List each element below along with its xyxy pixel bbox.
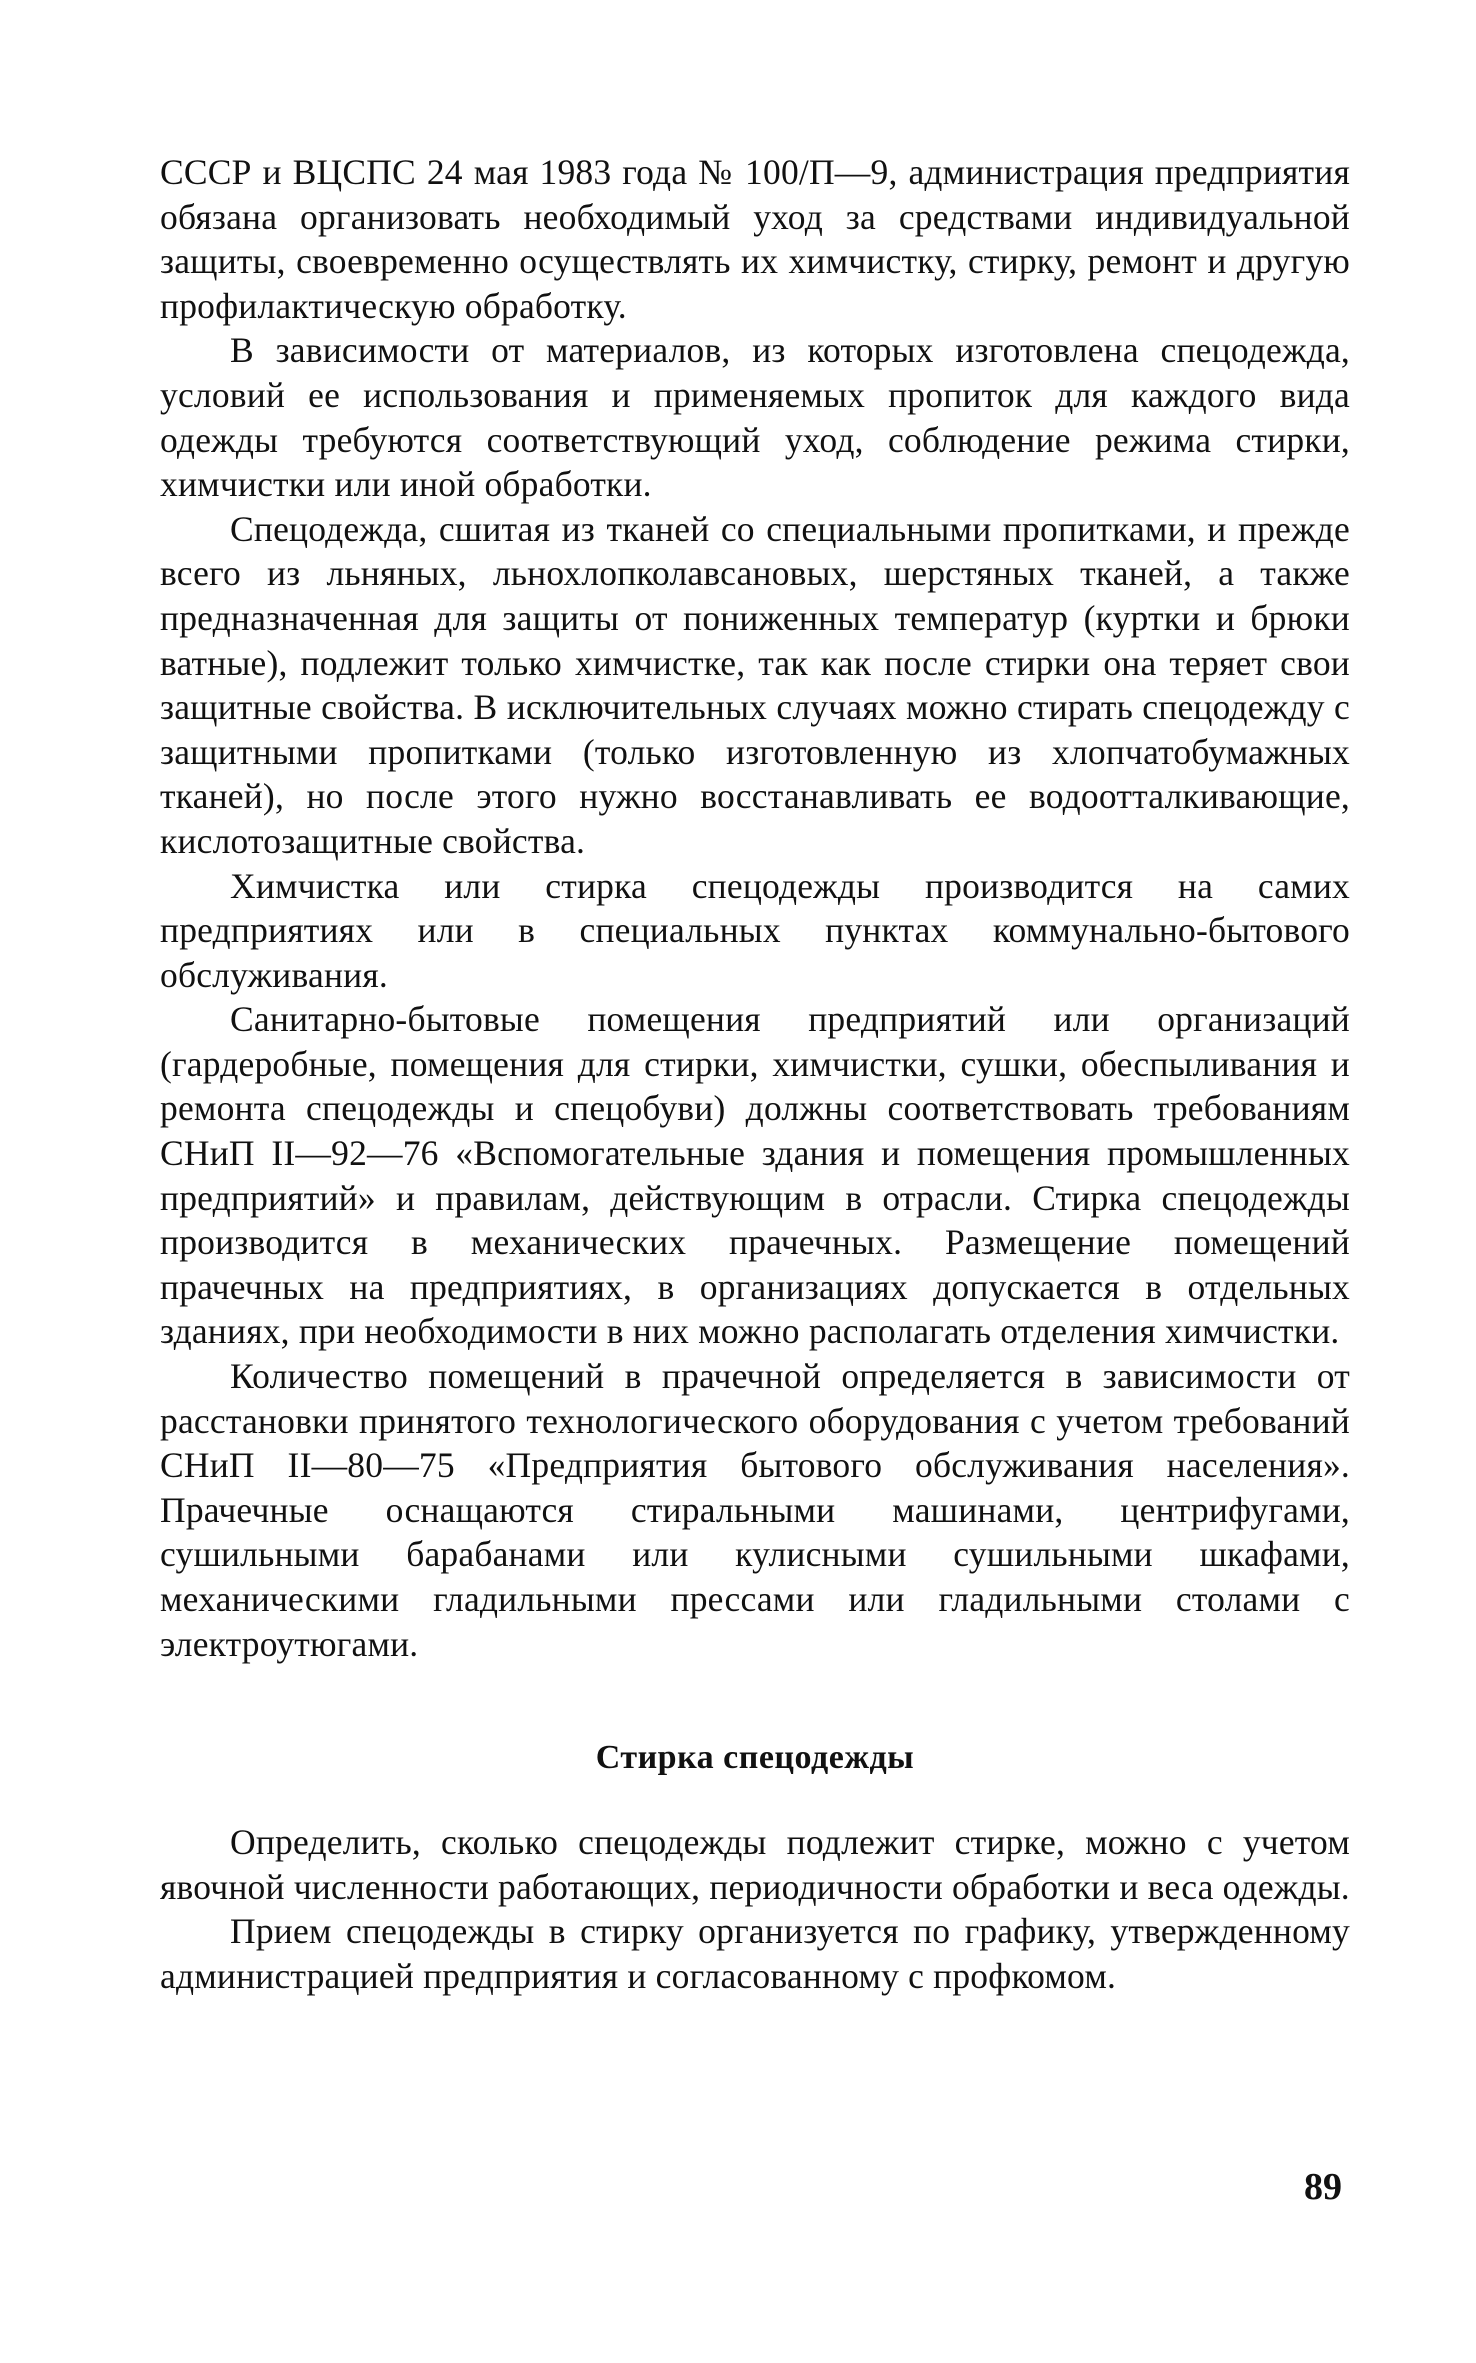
- page-body: [160, 150, 1350, 1999]
- paragraph-5: Санитарно-бытовые помещения предприятий или организаций (гардеробные, помещения для стирки, химчистки, сушки, обеспыливания и ремонта спецодежды и спецобуви) должны соответствовать требованиям СНиП II—92—76 «Вспомогательные здания и помещения промышленных предприятий» и правилам, действующим в отрасли. Стирка спецодежды производится в механических прачечных. Размещение помещений прачечных на предприятиях, в организациях допускается в отдельных зданиях, при необходимости в них можно располагать отделения химчистки.: [160, 999, 1350, 1352]
- section-heading: Стирка спецодежды: [595, 1739, 915, 1777]
- paragraph-8: Прием спецодежды в стирку организуется по графику, утвержденному администрацией предприятия и согласованному с профкомом.: [160, 1911, 1350, 1996]
- paragraph-4: Химчистка или стирка спецодежды производится на самих предприятиях или в специальных пунктах коммунально-бытового обслуживания.: [160, 865, 1350, 995]
- page-number: 89: [1304, 2166, 1342, 2208]
- paragraph-7: Определить, сколько спецодежды подлежит стирке, можно с учетом явочной численности работающих, периодичности обработки и веса одежды.: [160, 1822, 1350, 1907]
- paragraph-3: Спецодежда, сшитая из тканей со специальными пропитками, и прежде всего из льняных, льнохлопколавсановых, шерстяных тканей, а также предназначенная для защиты от пониженных температур (куртки и брюки ватные), подлежит только химчистке, так как после стирки она теряет свои защитные свойства. В исключительных случаях можно стирать спецодежду с защитными пропитками (только изготовленную из хлопчатобумажных тканей), но после этого нужно восстанавливать ее водоотталкивающие, кислотозащитные свойства.: [160, 508, 1350, 861]
- paragraph-1: СССР и ВЦСПС 24 мая 1983 года № 100/П—9, администрация предприятия обязана организовать необходимый уход за средствами индивидуальной защиты, своевременно осуществлять их химчистку, стирку, ремонт и другую профилактическую обработку.: [160, 152, 1350, 326]
- paragraph-2: В зависимости от материалов, из которых изготовлена спецодежда, условий ее использования и применяемых пропиток для каждого вида одежды требуются соответствующий уход, соблюдение режима стирки, химчистки или иной обработки.: [160, 330, 1350, 505]
- paragraph-6: Количество помещений в прачечной определяется в зависимости от расстановки принятого технологического оборудования с учетом требований СНиП II—80—75 «Предприятия бытового обслуживания населения». Прачечные оснащаются стиральными машинами, центрифугами, сушильными барабанами или кулисными сушильными шкафами, механическими гладильными прессами или гладильными столами с электроутюгами.: [160, 1356, 1350, 1664]
